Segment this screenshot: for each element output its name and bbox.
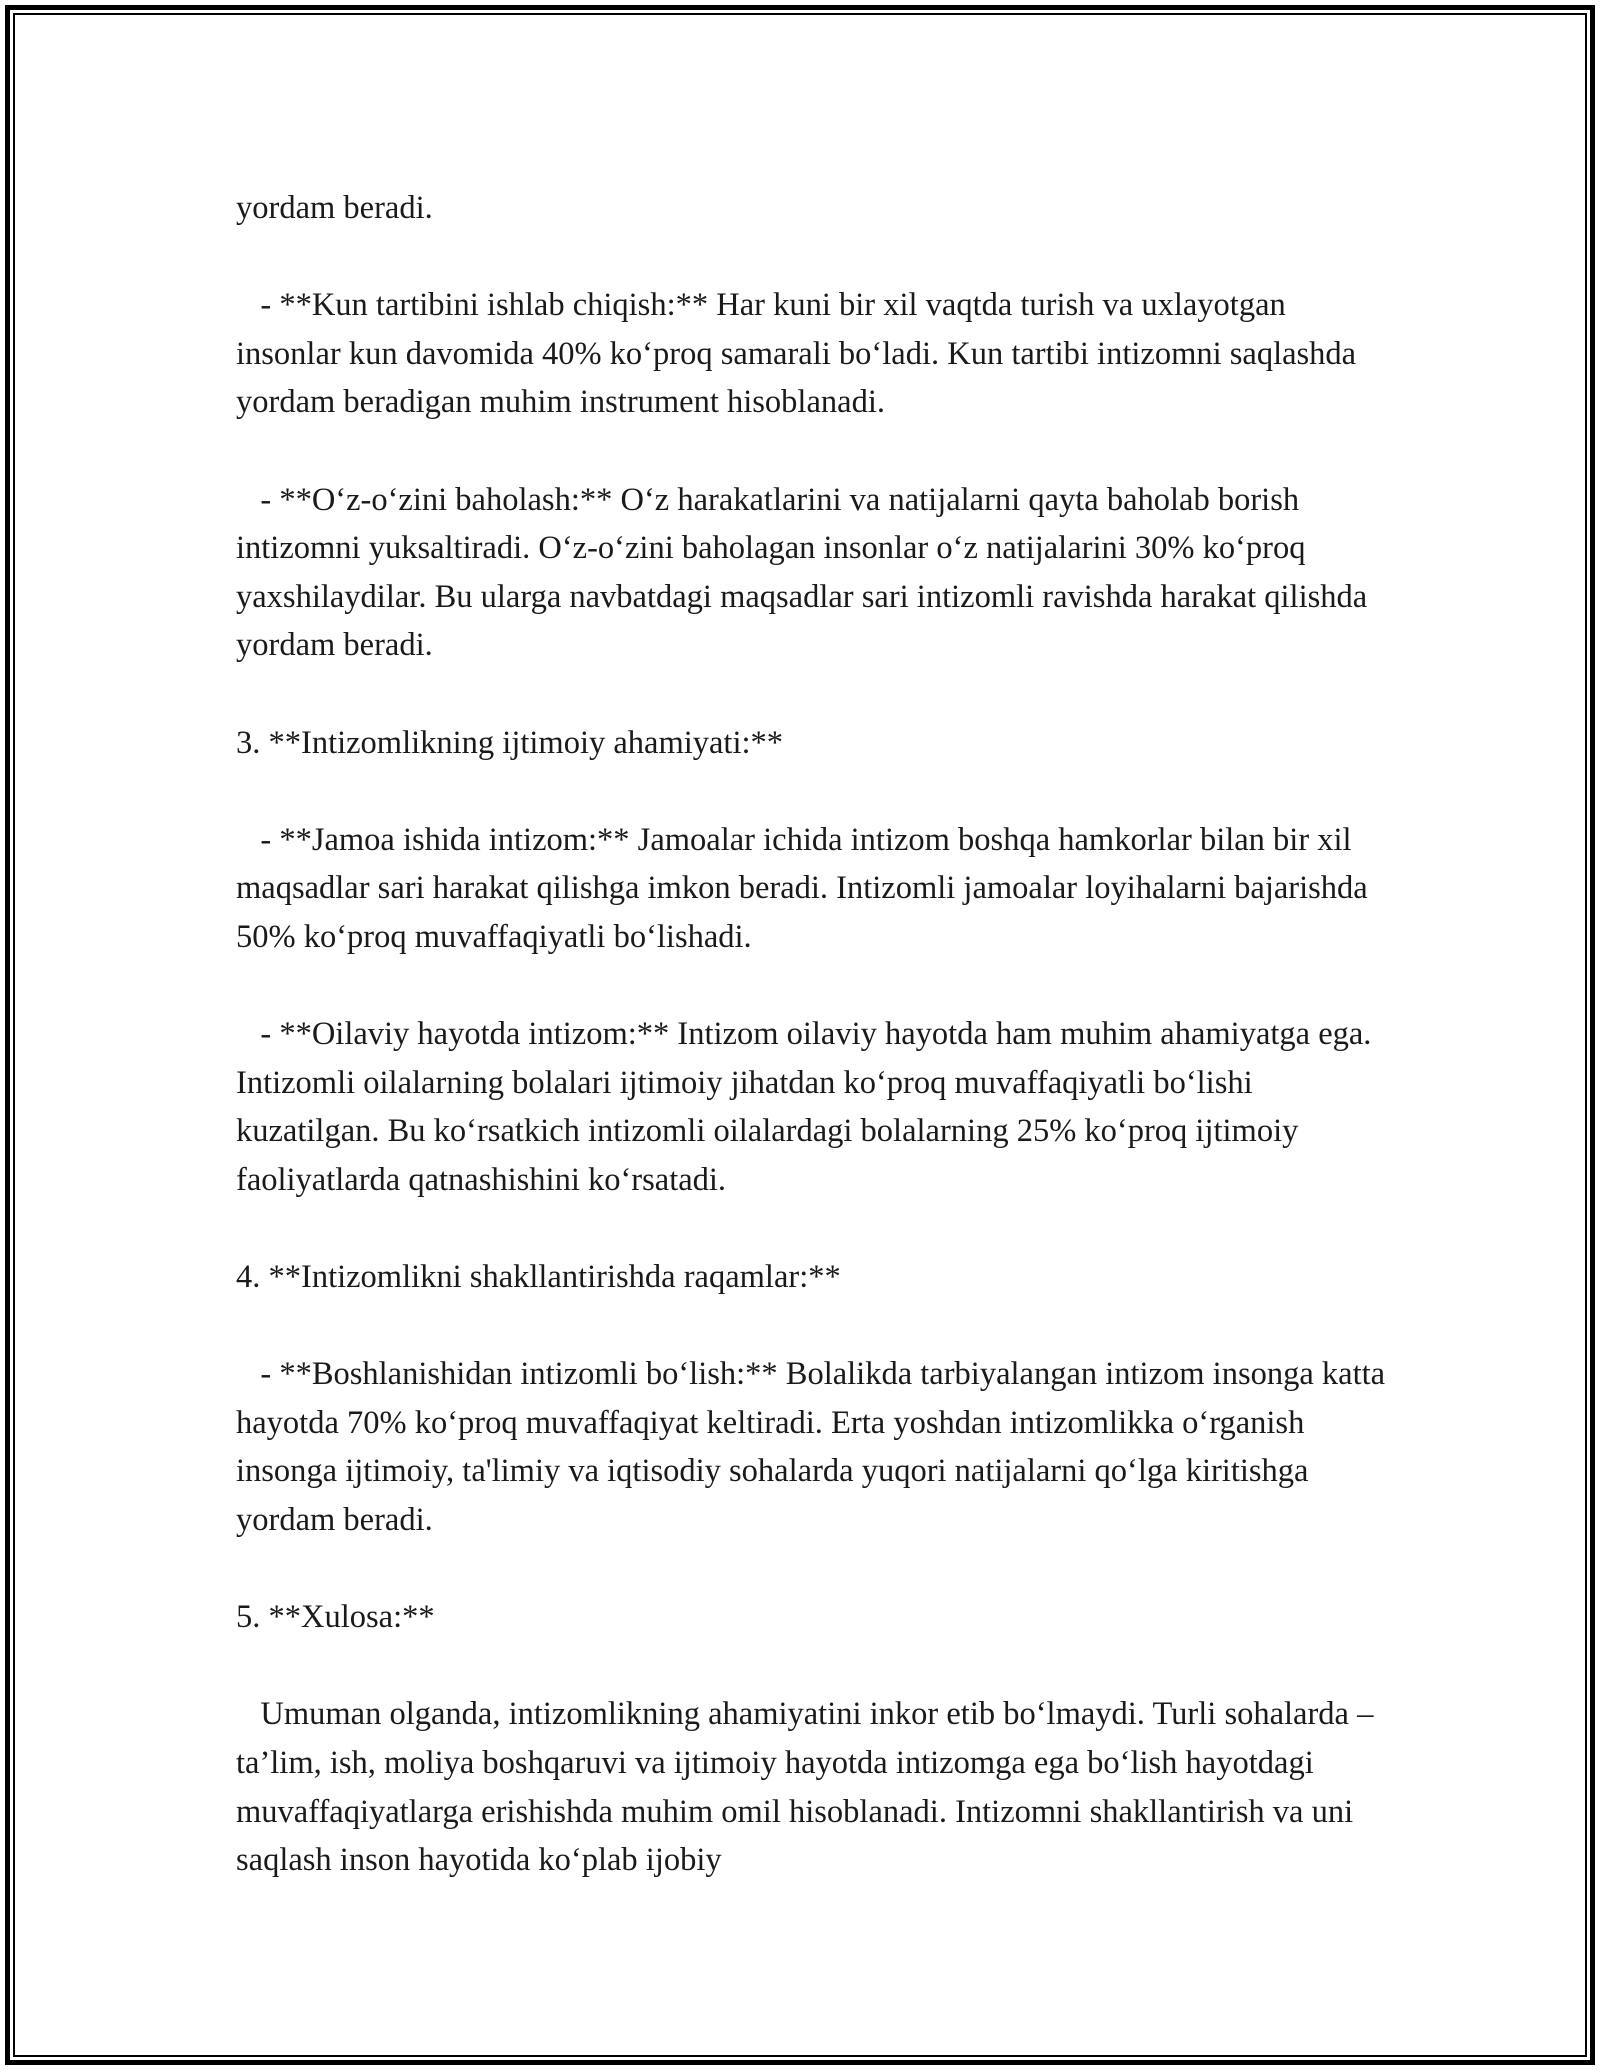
paragraph-continuation: yordam beradi. — [236, 190, 433, 226]
paragraph-kun-tartibi: - **Kun tartibini ishlab chiqish:** Har kuni bir xil vaqtda turish va uxlayotgan insonlar kun davomida 40% ko‘proq samarali bo‘ladi. Kun tartibi intizomni saqlashda yordam beradigan muhim instrument hisoblanadi. — [236, 287, 1357, 421]
section-heading-3: 3. **Intizomlikning ijtimoiy ahamiyati:** — [236, 724, 784, 761]
paragraph-boshlanishidan: - **Boshlanishidan intizomli bo‘lish:** Bolalikda tarbiyalangan intizom insonga katta hayotda 70% ko‘proq muvaffaqiyat keltiradi. Erta yoshdan intizomlikka o‘rganish insonga ijtimoiy, ta'limiy va iqtisodiy sohalarda yuqori natijalarni qo‘lga kiritishga yordam beradi. — [236, 1356, 1386, 1539]
section-heading-4: 4. **Intizomlikni shakllantirishda raqamlar:** — [236, 1259, 841, 1296]
paragraph-jamoa-ishida: - **Jamoa ishida intizom:** Jamoalar ichida intizom boshqa hamkorlar bilan bir xil maqsadlar sari harakat qilishga imkon beradi. Intizomli jamoalar loyihalarni bajarishda 50% ko‘proq muvaffaqiyatli bo‘lishadi. — [236, 821, 1368, 955]
document-body — [236, 184, 1386, 1885]
paragraph-oilaviy-hayotda: - **Oilaviy hayotda intizom:** Intizom oilaviy hayotda ham muhim ahamiyatga ega. Intizomli oilalarning bolalari ijtimoiy jihatdan ko‘proq muvaffaqiyatli bo‘lishi kuzatilgan. Bu ko‘rsatkich intizomli oilalardagi bolalarning 25% ko‘proq ijtimoiy faoliyatlarda qatnashishini ko‘rsatadi. — [236, 1016, 1372, 1198]
section-heading-5: 5. **Xulosa:** — [236, 1599, 435, 1636]
paragraph-xulosa: Umuman olganda, intizomlikning ahamiyatini inkor etib bo‘lmaydi. Turli sohalarda – ta’lim, ish, moliya boshqaruvi va ijtimoiy hayotda intizomga ega bo‘lish hayotdagi muvaffaqiyatlarga erishishda muhim omil hisoblanadi. Intizomni shakllantirish va uni saqlash inson hayotida ko‘plab ijobiy — [236, 1696, 1374, 1879]
paragraph-oz-ozini-baholash: - **O‘z-o‘zini baholash:** O‘z harakatlarini va natijalarni qayta baholab borish intizomni yuksaltiradi. O‘z-o‘zini baholagan insonlar o‘z natijalarini 30% ko‘proq yaxshilaydilar. Bu ularga navbatdagi maqsadlar sari intizomli ravishda harakat qilishda yordam beradi. — [236, 481, 1368, 664]
